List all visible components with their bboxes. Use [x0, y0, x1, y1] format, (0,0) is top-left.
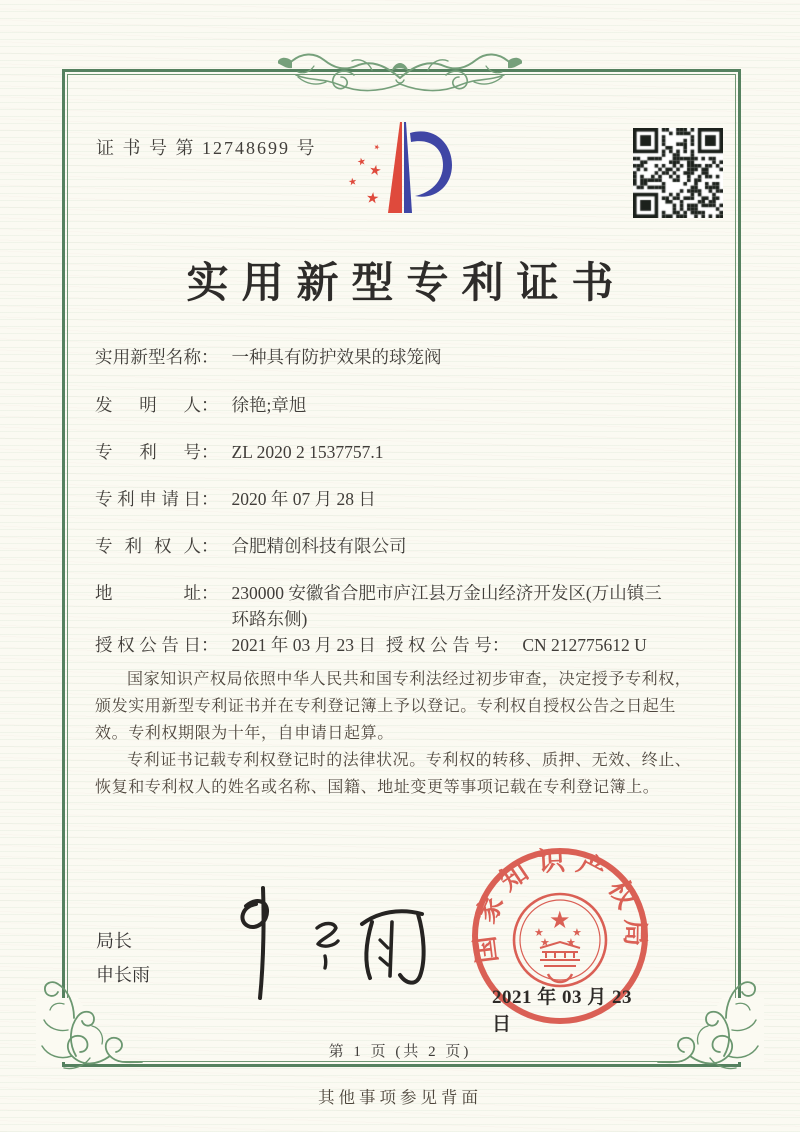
certificate-number: 证 书 号 第 12748699 号	[96, 138, 317, 158]
field-value: ZL 2020 2 1537757.1	[231, 442, 384, 462]
field-value: 一种具有防护效果的球笼阀	[231, 347, 442, 367]
field-row-inventor: 发明人： 徐艳;章旭	[95, 392, 720, 418]
legal-text	[95, 666, 707, 801]
field-row-patent-number: 专利号： ZL 2020 2 1537757.1	[95, 439, 720, 465]
field-label: 专利申请日	[95, 489, 201, 509]
svg-text:★: ★	[367, 161, 383, 180]
svg-text:★: ★	[364, 188, 381, 208]
seal-text: 国家知识产权局	[468, 845, 651, 965]
svg-text:★: ★	[347, 176, 358, 189]
top-flourish-ornament	[278, 30, 522, 104]
bottom-right-flourish-ornament	[652, 978, 764, 1086]
bottom-left-flourish-ornament	[36, 978, 148, 1086]
field-label: 专利号	[95, 442, 201, 462]
field-label: 发明人	[95, 395, 201, 415]
field-label: 专利权人	[95, 536, 201, 556]
director-block	[96, 924, 150, 992]
field-label: 授权公告日	[95, 635, 201, 655]
svg-text:★: ★	[534, 926, 544, 939]
field-value: 230000 安徽省合肥市庐江县万金山经济开发区(万山镇三环路东侧)	[231, 583, 662, 629]
svg-text:★: ★	[372, 142, 381, 153]
field-label: 地址	[95, 583, 201, 603]
legal-paragraph: 专利证书记载专利权登记时的法律状况。专利权的转移、质押、无效、终止、恢复和专利权人的姓名或名称、国籍、地址变更等事项记载在专利登记簿上。	[95, 752, 692, 796]
field-row-address: 地址： 230000 安徽省合肥市庐江县万金山经济开发区(万山镇三环路东侧)	[95, 580, 720, 632]
national-emblem-icon	[514, 894, 606, 986]
qr-code	[633, 128, 723, 218]
legal-paragraph: 国家知识产权局依照中华人民共和国专利法经过初步审查，决定授予专利权，颁发实用新型专利证书并在专利登记簿上予以登记。专利权自授权公告之日起生效。专利权期限为十年，自申请日起算。	[95, 671, 692, 742]
field-row-name: 实用新型名称： 一种具有防护效果的球笼阀	[95, 344, 720, 370]
field-label: 实用新型名称	[95, 347, 201, 367]
field-value: 徐艳;章旭	[231, 395, 307, 415]
grant-date-value: 2021 年 03 月 23 日	[231, 635, 376, 655]
field-label: 授权公告号	[385, 635, 492, 655]
director-signature	[222, 880, 437, 1010]
field-row-grant: 授权公告日： 2021 年 03 月 23 日 授权公告号： CN 212775612 U	[95, 632, 720, 658]
svg-text:国家知识产权局	[468, 845, 650, 965]
field-value: 2020 年 07 月 28 日	[231, 489, 376, 509]
director-title: 局长	[96, 931, 132, 951]
svg-text:★: ★	[356, 156, 368, 169]
certificate-title: 实用新型专利证书	[186, 261, 627, 307]
seal-date: 2021 年 03 月 23 日	[492, 987, 633, 1035]
director-name: 申长雨	[96, 965, 150, 985]
field-row-patentee: 专利权人： 合肥精创科技有限公司	[95, 533, 720, 559]
svg-text:★: ★	[572, 926, 582, 939]
field-value: 合肥精创科技有限公司	[231, 536, 407, 556]
page-number: 第 1 页 (共 2 页)	[328, 1044, 472, 1060]
cnipa-logo-icon	[338, 113, 462, 221]
field-row-filing-date: 专利申请日： 2020 年 07 月 28 日	[95, 486, 720, 512]
svg-text:★: ★	[566, 936, 576, 949]
svg-text:★: ★	[540, 936, 550, 949]
grant-number-value: CN 212775612 U	[522, 635, 647, 655]
svg-text:★: ★	[549, 906, 571, 934]
back-note: 其他事项参见背面	[318, 1088, 482, 1107]
